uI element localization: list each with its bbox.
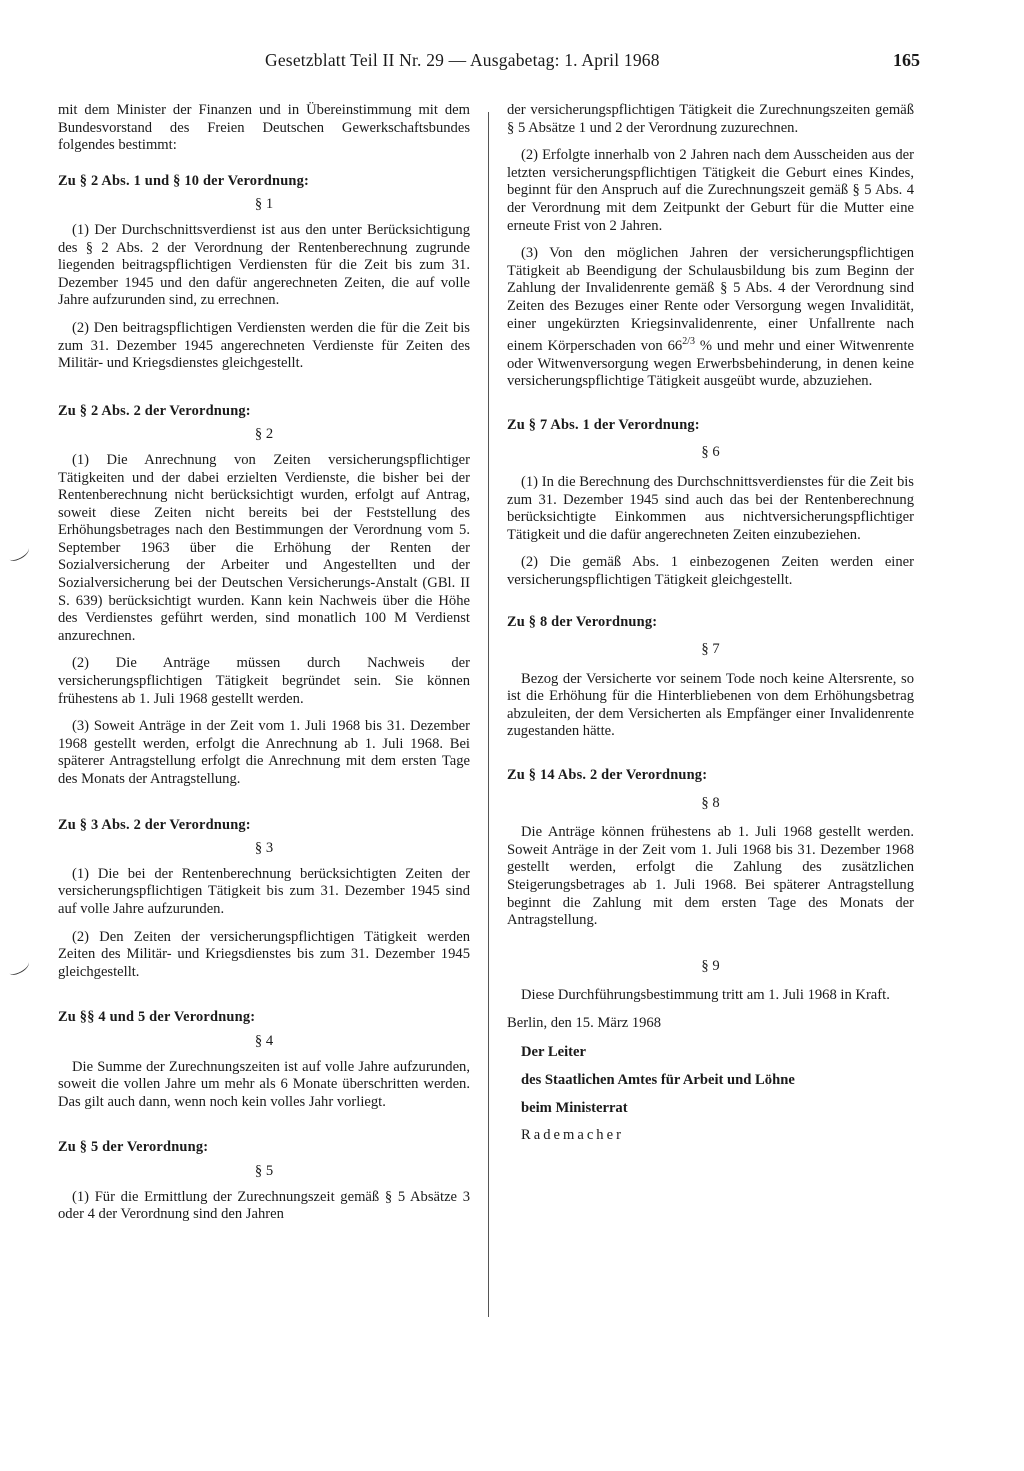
paragraph: (1) In die Berechnung des Durchschnittsverdienstes für die Zeit bis zum 31. Dezember 1945 sind auch das bei der Rentenberechnung berücksichtigte Einkommen aus nichtversicherungspflichtiger Tätigkeit und die dafür angerechneten Zeiten einzubeziehen. [507, 473, 914, 543]
signatory-name: Rademacher [521, 1126, 624, 1143]
section-heading: Zu §§ 4 und 5 der Verordnung: [58, 1009, 256, 1026]
margin-mark [7, 958, 32, 977]
paragraph: Die Anträge können frühestens ab 1. Juli 1968 gestellt werden. Soweit Anträge in der Zeit vom 1. Juli 1968 bis 31. Dezember 1968 gestellt werden, erfolgt die Zahlung des zusätzlichen Steigerungsbetrages ab 1. Juli 1968. Bei späterer Antragstellung beginnt die Zahlung mit dem ersten Tage des Monats der Antragstellung. [507, 824, 914, 929]
section-heading: Zu § 5 der Verordnung: [58, 1139, 209, 1156]
column-divider [488, 112, 489, 1317]
paragraph-number: § 2 [254, 426, 274, 443]
paragraph-number: § 6 [701, 444, 720, 461]
intro-paragraph: mit dem Minister der Finanzen und in Übereinstimmung mit dem Bundesvorstand des Freien Deutschen Gewerkschaftsbundes folgendes bestimmt: [58, 102, 470, 154]
paragraph: (2) Die gemäß Abs. 1 einbezogenen Zeiten werden einer versicherungspflichtigen Tätigkeit gleichgestellt. [507, 554, 914, 588]
section-heading: Zu § 14 Abs. 2 der Verordnung: [507, 767, 708, 784]
signature-title: des Staatlichen Amtes für Arbeit und Löhne [521, 1071, 795, 1088]
paragraph: Diese Durchführungsbestimmung tritt am 1. Juli 1968 in Kraft. [521, 987, 890, 1004]
paragraph-number: § 1 [254, 196, 274, 213]
right-column [507, 102, 914, 1154]
paragraph [507, 245, 914, 391]
fraction: 2/3 [682, 336, 695, 348]
section-heading: Zu § 7 Abs. 1 der Verordnung: [507, 416, 700, 433]
section-heading: Zu § 2 Abs. 1 und § 10 der Verordnung: [58, 172, 309, 189]
paragraph: Bezog der Versicherte vor seinem Tode noch keine Altersrente, so ist die Erhöhung für die Hinterbliebenen von dem Erhöhungsbetrag abzuleiten, der dem Versicherten als Empfänger einer Invalidenrente zugestanden hätte. [507, 670, 914, 740]
paragraph: (2) Den Zeiten der versicherungspflichtigen Tätigkeit werden Zeiten des Militär- und Kriegsdienstes bis zum 31. Dezember 1945 gleichgestellt. [58, 928, 470, 980]
paragraph: (1) Die bei der Rentenberechnung berücksichtigten Zeiten der versicherungspflichtigen Tätigkeit bis zum 31. Dezember 1945 sind auf volle Jahre aufzurunden. [58, 865, 470, 917]
header-title: Gesetzblatt Teil II Nr. 29 — Ausgabetag: 1. April 1968 [265, 50, 660, 70]
section-heading: Zu § 3 Abs. 2 der Verordnung: [58, 816, 251, 833]
margin-mark [7, 544, 32, 563]
signature-title: beim Ministerrat [521, 1099, 628, 1116]
signature-title: Der Leiter [521, 1043, 586, 1060]
paragraph: (1) Die Anrechnung von Zeiten versicherungspflichtiger Tätigkeiten und der dabei erzielten Verdienste, die bisher bei der Rentenberechnung nicht berücksichtigt wurden, erfolgt auf Antrag, soweit diese Zeiten nicht bereits bei der Feststellung des Erhöhungsbetrages nach den Bestimmungen der Verordnung vom 5. September 1963 über die Erhöhung der Renten der Sozialversicherung der Arbeiter und Angestellten und der Sozialversicherung bei der Deutschen Versicherungs-Anstalt (GBl. II S. 639) berücksichtigt wurden. Kann kein Nachweis über die Höhe des Verdienstes geführt werden, sind monatlich 100 M Verdienst anzurechnen. [58, 451, 470, 644]
paragraph: (1) Der Durchschnittsverdienst ist aus den unter Berücksichtigung des § 2 Abs. 2 der Verordnung der Rentenberechnung zugrunde liegenden beitragspflichtigen Verdiensten für die Zeit bis zum 31. Dezember 1945 und den dafür angerechneten Zeiten, die auf volle Jahre aufzurunden sind, zu errechnen. [58, 221, 470, 309]
paragraph: (2) Den beitragspflichtigen Verdiensten werden die für die Zeit bis zum 31. Dezember 1945 angerechneten Verdienste für Zeiten des Militär- und Kriegsdienstes gleichgestellt. [58, 319, 470, 372]
paragraph-number: § 8 [701, 794, 720, 811]
paragraph: der versicherungspflichtigen Tätigkeit die Zurechnungszeiten gemäß § 5 Absätze 1 und 2 der Verordnung zuzurechnen. [507, 102, 914, 136]
paragraph-text: (3) Von den möglichen Jahren der versicherungspflichtigen Tätigkeit ab Beendigung der Schulausbildung bis zum Beginn der Zahlung der Invalidenrente gemäß § 5 Abs. 4 der Verordnung sind Zeiten des Bezuges einer Rente oder Versorgung wegen Invalidität, einer ungekürzten Kriegsinvalidenrente, einer Unfallrente nach einem Körperschaden von 66 [507, 245, 914, 354]
paragraph-number: § 5 [254, 1162, 274, 1179]
paragraph: (2) Erfolgte innerhalb von 2 Jahren nach dem Ausscheiden aus der letzten versicherungspflichtigen Tätigkeit die Geburt eines Kindes, beginnt für den Anspruch auf die Zurechnungszeit gemäß § 5 Abs. 4 der Verordnung mit dem Zeitpunkt der Geburt für die Mutter eine erneute Frist von 2 Jahren. [507, 147, 914, 234]
paragraph: (3) Soweit Anträge in der Zeit vom 1. Juli 1968 bis 31. Dezember 1968 gestellt werden, erfolgt die Anrechnung ab 1. Juli 1968. Bei späterer Antragstellung erfolgt die Anrechnung mit dem ersten Tage des Monats der Antragstellung. [58, 718, 470, 787]
page-header [60, 50, 920, 78]
page-number: 165 [893, 50, 920, 70]
section-heading: Zu § 2 Abs. 2 der Verordnung: [58, 402, 251, 419]
section-heading: Zu § 8 der Verordnung: [507, 613, 658, 630]
paragraph-text: % und mehr und einer Witwenrente oder Witwenversorgung wegen Erwerbsbehinderung, in denen keine versicherungspflichtige Tätigkeit ausgeübt wurde, abzuziehen. [507, 337, 914, 390]
paragraph-number: § 9 [701, 957, 720, 974]
paragraph-number: § 4 [254, 1032, 274, 1049]
paragraph: (1) Für die Ermittlung der Zurechnungszeit gemäß § 5 Absätze 3 oder 4 der Verordnung sind den Jahren [58, 1188, 470, 1223]
left-column [58, 102, 470, 1234]
paragraph-number: § 7 [701, 641, 720, 658]
paragraph: Die Summe der Zurechnungszeiten ist auf volle Jahre aufzurunden, soweit die vollen Jahre um mehr als 6 Monate überschritten werden. Das gilt auch dann, wenn noch kein volles Jahr vorliegt. [58, 1058, 470, 1110]
place-date: Berlin, den 15. März 1968 [507, 1015, 662, 1032]
paragraph-number: § 3 [254, 840, 274, 857]
paragraph: (2) Die Anträge müssen durch Nachweis der versicherungspflichtigen Tätigkeit begründet sein. Sie können frühestens ab 1. Juli 1968 gestellt werden. [58, 655, 470, 707]
